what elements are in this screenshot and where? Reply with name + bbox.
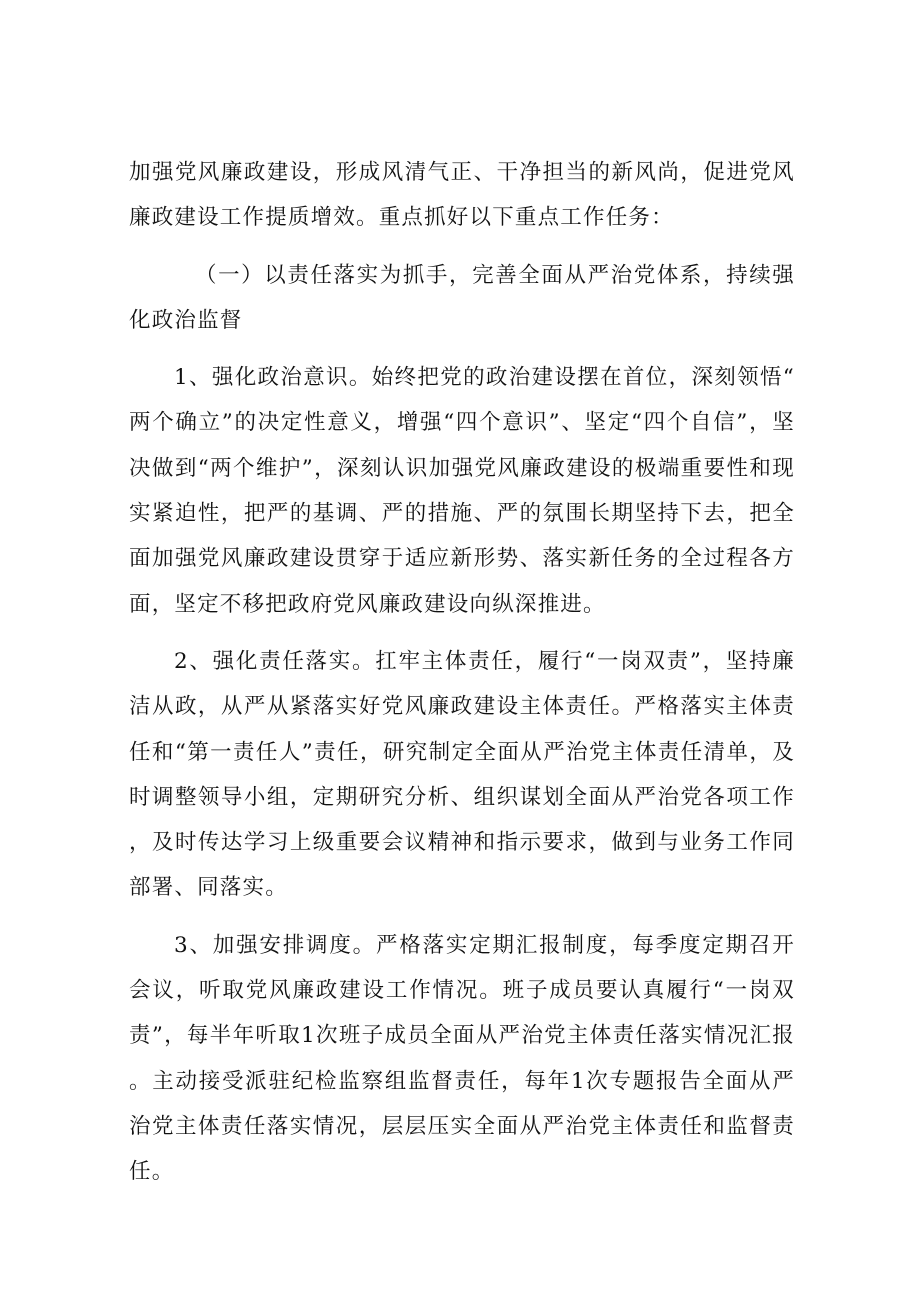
document-body xyxy=(129,150,795,1195)
paragraph-continuation: 加强党风廉政建设，形成风清气正、干净担当的新风尚，促进党风廉政建设工作提质增效。重点抓好以下重点工作任务： xyxy=(129,160,795,231)
section-heading-1: （一）以责任落实为抓手，完善全面从严治党体系，持续强化政治监督 xyxy=(129,262,795,333)
paragraph-item-3: 3、加强安排调度。严格落实定期汇报制度，每季度定期召开会议，听取党风廉政建设工作情况。班子成员要认真履行“一岗双责”，每半年听取1次班子成员全面从严治党主体责任落实情况汇报。主动接受派驻纪检监察组监督责任，每年1次专题报告全面从严治党主体责任落实情况，层层压实全面从严治党主体责任和监督责任。 xyxy=(129,932,795,1185)
paragraph-item-2: 2、强化责任落实。扛牢主体责任，履行“一岗双责”，坚持廉洁从政，从严从紧落实好党风廉政建设主体责任。严格落实主体责任和“第一责任人”责任，研究制定全面从严治党主体责任清单，及时调整领导小组，定期研究分析、组织谋划全面从严治党各项工作，及时传达学习上级重要会议精神和指示要求，做到与业务工作同部署、同落实。 xyxy=(129,648,795,901)
paragraph-item-1: 1、强化政治意识。始终把党的政治建设摆在首位，深刻领悟“两个确立”的决定性意义，增强“四个意识”、坚定“四个自信”，坚决做到“两个维护”，深刻认识加强党风廉政建设的极端重要性和现实紧迫性，把严的基调、严的措施、严的氛围长期坚持下去，把全面加强党风廉政建设贯穿于适应新形势、落实新任务的全过程各方面，坚定不移把政府党风廉政建设向纵深推进。 xyxy=(129,365,795,617)
